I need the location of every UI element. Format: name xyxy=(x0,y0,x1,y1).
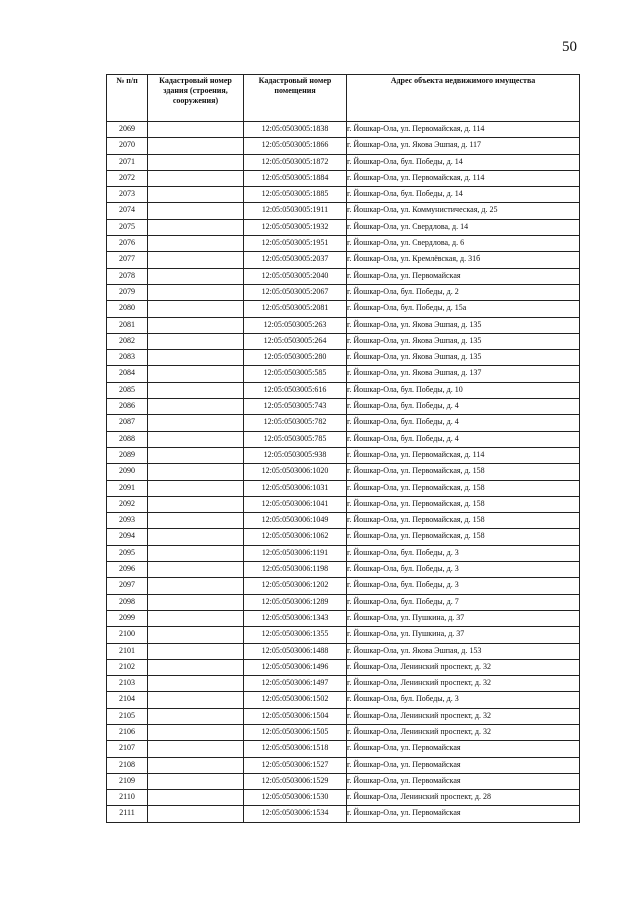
address-cell: г. Йошкар-Ола, ул. Первомайская, д. 158 xyxy=(347,529,580,545)
building-cadastral-cell xyxy=(148,741,244,757)
building-cadastral-cell xyxy=(148,676,244,692)
address-cell: г. Йошкар-Ола, ул. Якова Эшпая, д. 135 xyxy=(347,317,580,333)
address-cell: г. Йошкар-Ола, ул. Якова Эшпая, д. 117 xyxy=(347,138,580,154)
address-cell: г. Йошкар-Ола, ул. Первомайская, д. 114 xyxy=(347,122,580,138)
address-cell: г. Йошкар-Ола, Ленинский проспект, д. 32 xyxy=(347,676,580,692)
building-cadastral-cell xyxy=(148,284,244,300)
room-cadastral-cell: 12:05:0503005:938 xyxy=(244,447,347,463)
row-index-cell: 2072 xyxy=(107,170,148,186)
table-row xyxy=(107,562,580,578)
header-row xyxy=(107,75,580,122)
table-row xyxy=(107,464,580,480)
row-index-cell: 2101 xyxy=(107,643,148,659)
room-cadastral-cell: 12:05:0503006:1504 xyxy=(244,708,347,724)
table-row xyxy=(107,333,580,349)
building-cadastral-cell xyxy=(148,122,244,138)
table-row xyxy=(107,578,580,594)
row-index-cell: 2094 xyxy=(107,529,148,545)
table-row xyxy=(107,757,580,773)
table-row xyxy=(107,382,580,398)
address-cell: г. Йошкар-Ола, ул. Первомайская, д. 158 xyxy=(347,496,580,512)
table-row xyxy=(107,627,580,643)
address-cell: г. Йошкар-Ола, ул. Якова Эшпая, д. 135 xyxy=(347,350,580,366)
table-row xyxy=(107,268,580,284)
table-row xyxy=(107,545,580,561)
row-index-cell: 2073 xyxy=(107,187,148,203)
address-cell: г. Йошкар-Ола, бул. Победы, д. 7 xyxy=(347,594,580,610)
building-cadastral-cell xyxy=(148,513,244,529)
room-cadastral-cell: 12:05:0503006:1343 xyxy=(244,610,347,626)
room-cadastral-cell: 12:05:0503006:1031 xyxy=(244,480,347,496)
building-cadastral-cell xyxy=(148,529,244,545)
table-row xyxy=(107,594,580,610)
table-row xyxy=(107,301,580,317)
address-cell: г. Йошкар-Ола, Ленинский проспект, д. 28 xyxy=(347,790,580,806)
room-cadastral-cell: 12:05:0503005:1838 xyxy=(244,122,347,138)
room-cadastral-cell: 12:05:0503005:1884 xyxy=(244,170,347,186)
row-index-cell: 2075 xyxy=(107,219,148,235)
room-cadastral-cell: 12:05:0503005:782 xyxy=(244,415,347,431)
building-cadastral-cell xyxy=(148,333,244,349)
building-cadastral-cell xyxy=(148,301,244,317)
building-cadastral-cell xyxy=(148,170,244,186)
table-row xyxy=(107,350,580,366)
room-cadastral-cell: 12:05:0503005:585 xyxy=(244,366,347,382)
row-index-cell: 2083 xyxy=(107,350,148,366)
row-index-cell: 2069 xyxy=(107,122,148,138)
row-index-cell: 2070 xyxy=(107,138,148,154)
row-index-cell: 2099 xyxy=(107,610,148,626)
row-index-cell: 2109 xyxy=(107,773,148,789)
room-cadastral-cell: 12:05:0503006:1191 xyxy=(244,545,347,561)
row-index-cell: 2096 xyxy=(107,562,148,578)
room-cadastral-cell: 12:05:0503005:280 xyxy=(244,350,347,366)
row-index-cell: 2091 xyxy=(107,480,148,496)
address-cell: г. Йошкар-Ола, бул. Победы, д. 4 xyxy=(347,431,580,447)
table-row xyxy=(107,724,580,740)
address-cell: г. Йошкар-Ола, ул. Первомайская xyxy=(347,757,580,773)
table-row xyxy=(107,741,580,757)
table-body xyxy=(107,122,580,823)
address-cell: г. Йошкар-Ола, ул. Якова Эшпая, д. 135 xyxy=(347,333,580,349)
address-cell: г. Йошкар-Ола, бул. Победы, д. 3 xyxy=(347,578,580,594)
room-cadastral-cell: 12:05:0503006:1355 xyxy=(244,627,347,643)
row-index-cell: 2095 xyxy=(107,545,148,561)
table-row xyxy=(107,513,580,529)
address-cell: г. Йошкар-Ола, бул. Победы, д. 2 xyxy=(347,284,580,300)
address-cell: г. Йошкар-Ола, ул. Первомайская, д. 114 xyxy=(347,170,580,186)
address-cell: г. Йошкар-Ола, ул. Первомайская, д. 158 xyxy=(347,464,580,480)
table-row xyxy=(107,447,580,463)
row-index-cell: 2093 xyxy=(107,513,148,529)
table-row xyxy=(107,219,580,235)
room-cadastral-cell: 12:05:0503006:1020 xyxy=(244,464,347,480)
row-index-cell: 2092 xyxy=(107,496,148,512)
room-cadastral-cell: 12:05:0503005:264 xyxy=(244,333,347,349)
table-row xyxy=(107,317,580,333)
table-row xyxy=(107,676,580,692)
building-cadastral-cell xyxy=(148,643,244,659)
table-row xyxy=(107,170,580,186)
address-cell: г. Йошкар-Ола, бул. Победы, д. 3 xyxy=(347,692,580,708)
building-cadastral-cell xyxy=(148,480,244,496)
room-cadastral-cell: 12:05:0503005:263 xyxy=(244,317,347,333)
building-cadastral-cell xyxy=(148,773,244,789)
table-row xyxy=(107,643,580,659)
table-row xyxy=(107,610,580,626)
room-cadastral-cell: 12:05:0503005:1932 xyxy=(244,219,347,235)
room-cadastral-cell: 12:05:0503006:1289 xyxy=(244,594,347,610)
room-cadastral-cell: 12:05:0503006:1198 xyxy=(244,562,347,578)
address-cell: г. Йошкар-Ола, ул. Якова Эшпая, д. 153 xyxy=(347,643,580,659)
address-cell: г. Йошкар-Ола, ул. Первомайская xyxy=(347,806,580,822)
row-index-cell: 2108 xyxy=(107,757,148,773)
room-cadastral-cell: 12:05:0503005:1911 xyxy=(244,203,347,219)
room-cadastral-cell: 12:05:0503005:2037 xyxy=(244,252,347,268)
room-cadastral-cell: 12:05:0503006:1534 xyxy=(244,806,347,822)
row-index-cell: 2080 xyxy=(107,301,148,317)
row-index-cell: 2084 xyxy=(107,366,148,382)
building-cadastral-cell xyxy=(148,708,244,724)
row-index-cell: 2085 xyxy=(107,382,148,398)
address-cell: г. Йошкар-Ола, Ленинский проспект, д. 32 xyxy=(347,659,580,675)
building-cadastral-cell xyxy=(148,545,244,561)
table-row xyxy=(107,236,580,252)
building-cadastral-cell xyxy=(148,692,244,708)
table-header xyxy=(107,75,580,122)
building-cadastral-cell xyxy=(148,399,244,415)
room-cadastral-cell: 12:05:0503006:1530 xyxy=(244,790,347,806)
address-cell: г. Йошкар-Ола, ул. Первомайская xyxy=(347,773,580,789)
building-cadastral-cell xyxy=(148,317,244,333)
row-index-cell: 2098 xyxy=(107,594,148,610)
row-index-cell: 2077 xyxy=(107,252,148,268)
address-cell: г. Йошкар-Ола, ул. Первомайская, д. 158 xyxy=(347,480,580,496)
header-index: № п/п xyxy=(107,75,148,122)
building-cadastral-cell xyxy=(148,610,244,626)
address-cell: г. Йошкар-Ола, Ленинский проспект, д. 32 xyxy=(347,724,580,740)
row-index-cell: 2105 xyxy=(107,708,148,724)
page-number: 50 xyxy=(562,39,577,55)
room-cadastral-cell: 12:05:0503005:1885 xyxy=(244,187,347,203)
building-cadastral-cell xyxy=(148,594,244,610)
building-cadastral-cell xyxy=(148,431,244,447)
building-cadastral-cell xyxy=(148,757,244,773)
address-cell: г. Йошкар-Ола, ул. Пушкина, д. 37 xyxy=(347,610,580,626)
room-cadastral-cell: 12:05:0503005:616 xyxy=(244,382,347,398)
row-index-cell: 2078 xyxy=(107,268,148,284)
header-building-cadastral: Кадастровый номер здания (строения, сооружения) xyxy=(148,75,244,122)
building-cadastral-cell xyxy=(148,350,244,366)
building-cadastral-cell xyxy=(148,366,244,382)
room-cadastral-cell: 12:05:0503006:1488 xyxy=(244,643,347,659)
table-row xyxy=(107,252,580,268)
address-cell: г. Йошкар-Ола, бул. Победы, д. 10 xyxy=(347,382,580,398)
address-cell: г. Йошкар-Ола, бул. Победы, д. 3 xyxy=(347,545,580,561)
room-cadastral-cell: 12:05:0503005:2067 xyxy=(244,284,347,300)
room-cadastral-cell: 12:05:0503006:1502 xyxy=(244,692,347,708)
address-cell: г. Йошкар-Ола, ул. Свердлова, д. 14 xyxy=(347,219,580,235)
table-row xyxy=(107,399,580,415)
building-cadastral-cell xyxy=(148,138,244,154)
room-cadastral-cell: 12:05:0503005:743 xyxy=(244,399,347,415)
table-row xyxy=(107,154,580,170)
building-cadastral-cell xyxy=(148,659,244,675)
room-cadastral-cell: 12:05:0503005:785 xyxy=(244,431,347,447)
table-row xyxy=(107,415,580,431)
building-cadastral-cell xyxy=(148,464,244,480)
address-cell: г. Йошкар-Ола, бул. Победы, д. 14 xyxy=(347,154,580,170)
room-cadastral-cell: 12:05:0503006:1497 xyxy=(244,676,347,692)
row-index-cell: 2088 xyxy=(107,431,148,447)
row-index-cell: 2086 xyxy=(107,399,148,415)
building-cadastral-cell xyxy=(148,203,244,219)
room-cadastral-cell: 12:05:0503005:1866 xyxy=(244,138,347,154)
row-index-cell: 2089 xyxy=(107,447,148,463)
room-cadastral-cell: 12:05:0503006:1049 xyxy=(244,513,347,529)
row-index-cell: 2087 xyxy=(107,415,148,431)
address-cell: г. Йошкар-Ола, ул. Кремлёвская, д. 31б xyxy=(347,252,580,268)
row-index-cell: 2074 xyxy=(107,203,148,219)
room-cadastral-cell: 12:05:0503005:1951 xyxy=(244,236,347,252)
room-cadastral-cell: 12:05:0503005:2081 xyxy=(244,301,347,317)
table-row xyxy=(107,187,580,203)
table-row xyxy=(107,529,580,545)
table-row xyxy=(107,122,580,138)
building-cadastral-cell xyxy=(148,187,244,203)
table-row xyxy=(107,366,580,382)
row-index-cell: 2102 xyxy=(107,659,148,675)
building-cadastral-cell xyxy=(148,627,244,643)
address-cell: г. Йошкар-Ола, бул. Победы, д. 14 xyxy=(347,187,580,203)
address-cell: г. Йошкар-Ола, Ленинский проспект, д. 32 xyxy=(347,708,580,724)
row-index-cell: 2106 xyxy=(107,724,148,740)
table-row xyxy=(107,138,580,154)
building-cadastral-cell xyxy=(148,562,244,578)
address-cell: г. Йошкар-Ола, ул. Первомайская xyxy=(347,268,580,284)
building-cadastral-cell xyxy=(148,252,244,268)
address-cell: г. Йошкар-Ола, бул. Победы, д. 4 xyxy=(347,399,580,415)
address-cell: г. Йошкар-Ола, ул. Первомайская xyxy=(347,741,580,757)
table-row xyxy=(107,708,580,724)
table-row xyxy=(107,203,580,219)
building-cadastral-cell xyxy=(148,447,244,463)
building-cadastral-cell xyxy=(148,724,244,740)
table-row xyxy=(107,284,580,300)
address-cell: г. Йошкар-Ола, бул. Победы, д. 3 xyxy=(347,562,580,578)
room-cadastral-cell: 12:05:0503006:1496 xyxy=(244,659,347,675)
address-cell: г. Йошкар-Ола, ул. Пушкина, д. 37 xyxy=(347,627,580,643)
building-cadastral-cell xyxy=(148,382,244,398)
room-cadastral-cell: 12:05:0503006:1041 xyxy=(244,496,347,512)
table-row xyxy=(107,496,580,512)
building-cadastral-cell xyxy=(148,496,244,512)
row-index-cell: 2111 xyxy=(107,806,148,822)
row-index-cell: 2104 xyxy=(107,692,148,708)
row-index-cell: 2076 xyxy=(107,236,148,252)
row-index-cell: 2103 xyxy=(107,676,148,692)
address-cell: г. Йошкар-Ола, ул. Свердлова, д. 6 xyxy=(347,236,580,252)
row-index-cell: 2090 xyxy=(107,464,148,480)
row-index-cell: 2097 xyxy=(107,578,148,594)
table-row xyxy=(107,431,580,447)
row-index-cell: 2110 xyxy=(107,790,148,806)
address-cell: г. Йошкар-Ола, бул. Победы, д. 4 xyxy=(347,415,580,431)
registry-table xyxy=(106,74,580,823)
table-row xyxy=(107,806,580,822)
header-address: Адрес объекта недвижимого имущества xyxy=(347,75,580,122)
building-cadastral-cell xyxy=(148,806,244,822)
room-cadastral-cell: 12:05:0503005:2040 xyxy=(244,268,347,284)
header-room-cadastral: Кадастровый номер помещения xyxy=(244,75,347,122)
room-cadastral-cell: 12:05:0503005:1872 xyxy=(244,154,347,170)
address-cell: г. Йошкар-Ола, ул. Первомайская, д. 114 xyxy=(347,447,580,463)
room-cadastral-cell: 12:05:0503006:1062 xyxy=(244,529,347,545)
row-index-cell: 2071 xyxy=(107,154,148,170)
room-cadastral-cell: 12:05:0503006:1202 xyxy=(244,578,347,594)
room-cadastral-cell: 12:05:0503006:1527 xyxy=(244,757,347,773)
row-index-cell: 2082 xyxy=(107,333,148,349)
table-row xyxy=(107,790,580,806)
row-index-cell: 2081 xyxy=(107,317,148,333)
building-cadastral-cell xyxy=(148,790,244,806)
room-cadastral-cell: 12:05:0503006:1529 xyxy=(244,773,347,789)
building-cadastral-cell xyxy=(148,154,244,170)
table-row xyxy=(107,659,580,675)
building-cadastral-cell xyxy=(148,578,244,594)
table-row xyxy=(107,692,580,708)
table-row xyxy=(107,773,580,789)
address-cell: г. Йошкар-Ола, ул. Якова Эшпая, д. 137 xyxy=(347,366,580,382)
row-index-cell: 2107 xyxy=(107,741,148,757)
building-cadastral-cell xyxy=(148,219,244,235)
address-cell: г. Йошкар-Ола, бул. Победы, д. 15а xyxy=(347,301,580,317)
building-cadastral-cell xyxy=(148,236,244,252)
building-cadastral-cell xyxy=(148,268,244,284)
building-cadastral-cell xyxy=(148,415,244,431)
row-index-cell: 2079 xyxy=(107,284,148,300)
row-index-cell: 2100 xyxy=(107,627,148,643)
room-cadastral-cell: 12:05:0503006:1518 xyxy=(244,741,347,757)
table-row xyxy=(107,480,580,496)
room-cadastral-cell: 12:05:0503006:1505 xyxy=(244,724,347,740)
address-cell: г. Йошкар-Ола, ул. Первомайская, д. 158 xyxy=(347,513,580,529)
address-cell: г. Йошкар-Ола, ул. Коммунистическая, д. 25 xyxy=(347,203,580,219)
